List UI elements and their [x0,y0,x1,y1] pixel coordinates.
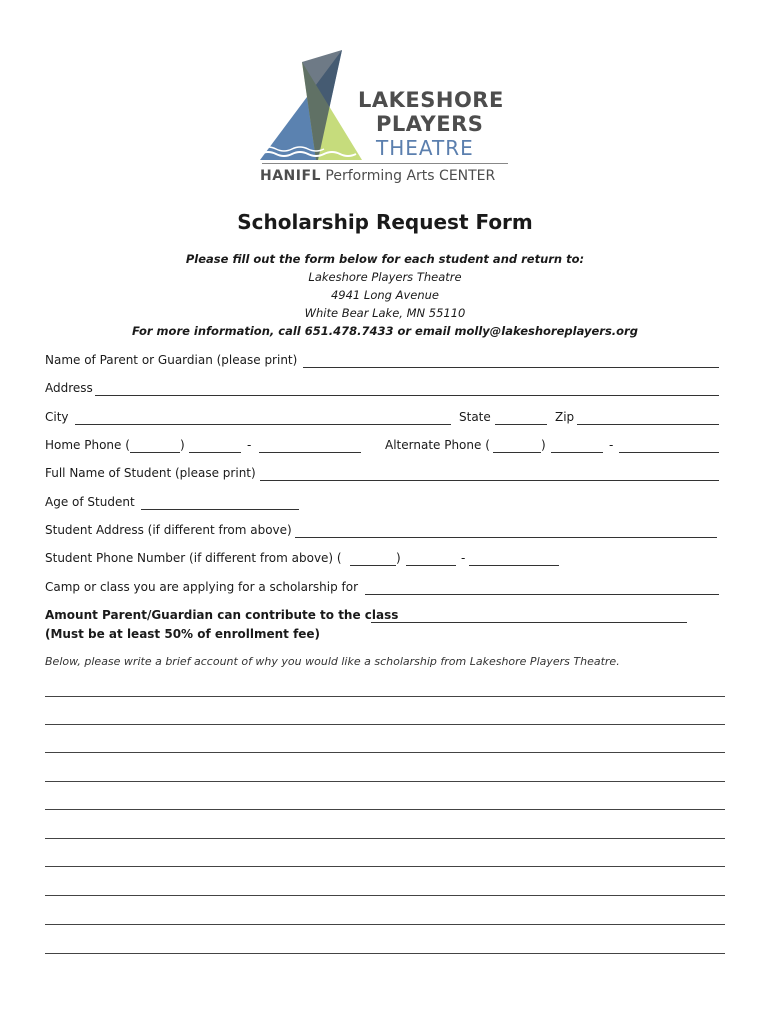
essay-line-5[interactable] [45,809,725,810]
intro-instruction: Please fill out the form below for each student and return to: [185,252,585,266]
zip-label: Zip [555,410,575,424]
alt-phone-prefix-field[interactable] [551,452,603,453]
state-field[interactable] [495,424,547,425]
logo-line-1: LAKESHORE [358,88,504,112]
essay-line-7[interactable] [45,866,725,867]
camp-field[interactable] [365,594,719,595]
logo-subtitle [260,168,495,184]
student-name-label: Full Name of Student (please print) [45,466,256,480]
address-label: Address [45,381,93,395]
alt-phone-dash: - [609,438,614,452]
home-phone-area-field[interactable] [130,452,180,453]
home-phone-label: Home Phone ( [45,438,130,452]
logo-subtitle-bold: HANIFL [260,168,321,184]
zip-field[interactable] [577,424,719,425]
alt-phone-paren: ) [541,438,546,452]
essay-instruction: Below, please write a brief account of why you would like a scholarship from Lakeshore Players Theatre. [45,655,620,668]
student-phone-label: Student Phone Number (if different from above) ( [45,551,342,565]
essay-line-1[interactable] [45,696,725,697]
essay-line-6[interactable] [45,838,725,839]
essay-line-3[interactable] [45,752,725,753]
city-label: City [45,410,69,424]
intro-org-name: Lakeshore Players Theatre [308,270,462,284]
city-field[interactable] [75,424,451,425]
age-field[interactable] [141,509,299,510]
camp-label: Camp or class you are applying for a scholarship for [45,580,359,594]
amount-field[interactable] [371,622,687,623]
parent-name-field[interactable] [303,367,719,368]
student-phone-line-field[interactable] [469,565,559,566]
amount-label: Amount Parent/Guardian can contribute to the class [45,608,399,622]
student-phone-paren: ) [396,551,401,565]
essay-line-9[interactable] [45,924,725,925]
address-field[interactable] [95,395,719,396]
logo-line-3: THEATRE [376,136,474,160]
student-name-field[interactable] [260,480,719,481]
logo-line-2: PLAYERS [376,112,484,136]
logo-divider [262,163,508,164]
home-phone-dash: - [247,438,252,452]
student-address-field[interactable] [295,537,717,538]
intro-city: White Bear Lake, MN 55110 [304,306,466,320]
home-phone-line-field[interactable] [259,452,361,453]
student-phone-prefix-field[interactable] [406,565,456,566]
essay-line-2[interactable] [45,724,725,725]
student-phone-dash: - [461,551,466,565]
state-label: State [459,410,491,424]
home-phone-prefix-field[interactable] [189,452,241,453]
amount-note: (Must be at least 50% of enrollment fee) [45,627,321,641]
intro-street: 4941 Long Avenue [330,288,439,302]
page-title: Scholarship Request Form [237,210,533,234]
home-phone-paren: ) [180,438,185,452]
intro-contact: For more information, call 651.478.7433 or email molly@lakeshoreplayers.org [132,324,638,338]
essay-line-4[interactable] [45,781,725,782]
student-address-label: Student Address (if different from above) [45,523,292,537]
alt-phone-label: Alternate Phone ( [385,438,490,452]
age-label: Age of Student [45,495,135,509]
alt-phone-line-field[interactable] [619,452,719,453]
logo-subtitle-rest: Performing Arts CENTER [320,168,496,184]
student-phone-area-field[interactable] [350,565,396,566]
essay-line-10[interactable] [45,953,725,954]
alt-phone-area-field[interactable] [493,452,541,453]
essay-line-8[interactable] [45,895,725,896]
parent-name-label: Name of Parent or Guardian (please print) [45,353,298,367]
